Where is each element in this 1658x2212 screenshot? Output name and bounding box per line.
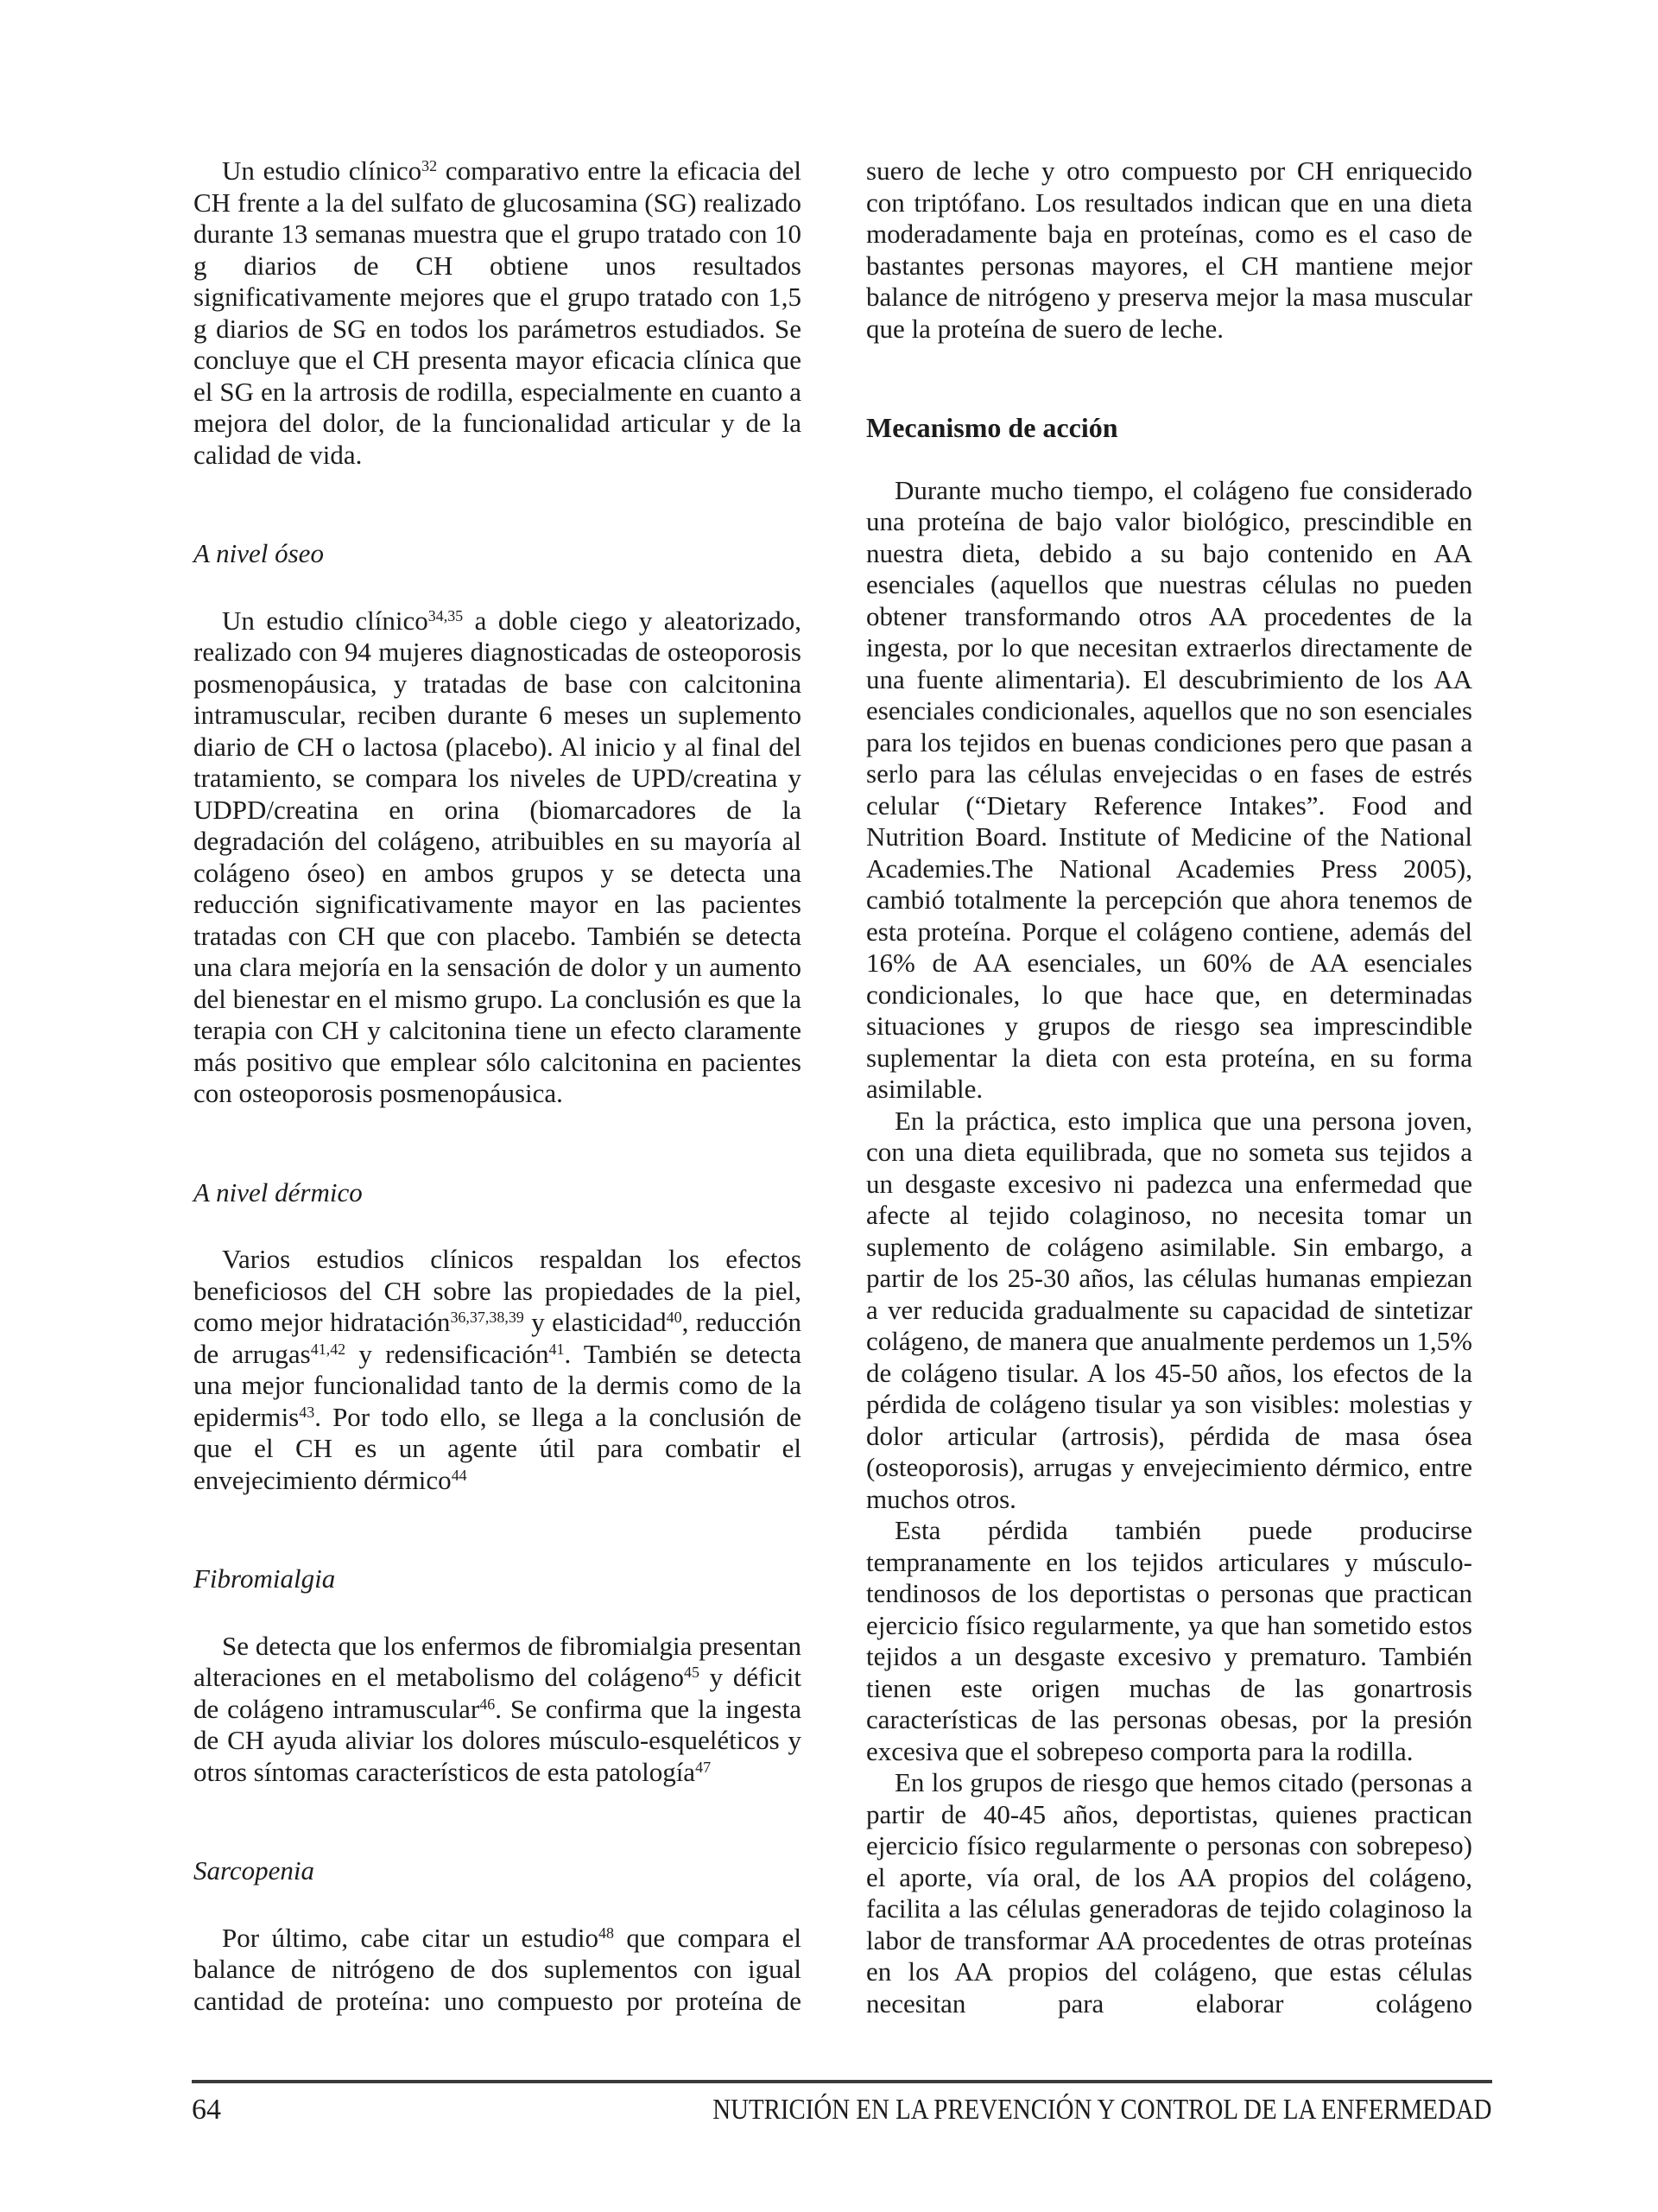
footnote-reference: 36,37,38,39: [450, 1309, 524, 1327]
body-paragraph: Esta pérdida también puede producirse tempranamente en los tejidos articulares y músculo-tendinosos de los deportistas o personas que practican ejercicio físico regularmente, ya que han sometido estos tejidos a un desgaste excesivo y prematuro. También tienen este origen muchas de las gonartrosis características de las personas obesas, por la presión excesiva que el sobrepeso comporta para la rodilla.: [866, 1515, 1472, 1766]
body-paragraph: En la práctica, esto implica que una persona joven, con una dieta equilibrada, que no someta sus tejidos a un desgaste excesivo ni padezca una enfermedad que afecte al tejido colaginoso, no necesita tomar un suplemento de colágeno asimilable. Sin embargo, a partir de los 25-30 años, las células humanas empiezan a ver reducida gradualmente su capacidad de sintetizar colágeno, de manera que anualmente perdemos un 1,5% de colágeno tisular. A los 45-50 años, los efectos de la pérdida de colágeno tisular ya son visibles: molestias y dolor articular (artrosis), pérdida de masa ósea (osteoporosis), arrugas y envejecimiento dérmico, entre muchos otros.: [866, 1105, 1472, 1514]
page-number: 64: [192, 2094, 221, 2126]
body-paragraph: suero de leche y otro compuesto por CH enriquecido con triptófano. Los resultados indican que en una dieta moderadamente baja en proteínas, como es el caso de bastantes personas mayores, el CH mantiene mejor balance de nitrógeno y preserva mejor la masa muscular que la proteína de suero de leche.: [866, 155, 1472, 344]
body-paragraph: Un estudio clínico$^{32}$ comparativo entre la eficacia del CH frente a la del sulfato de glucosamina (SG) realizado durante 13 semanas muestra que el grupo tratado con 10 g diarios de CH obtiene unos resultados significativamente mejores que el grupo tratado con 1,5 g diarios de SG en todos los parámetros estudiados. Se concluye que el CH presenta mayor eficacia clínica que el SG en la artrosis de rodilla, especialmente en cuanto a mejora del dolor, de la funcionalidad articular y de la calidad de vida.: [193, 155, 802, 470]
footnote-reference: 48: [598, 1924, 615, 1942]
section-heading: Sarcopenia: [193, 1855, 315, 1886]
page-footer: [192, 2080, 1492, 2126]
footnote-reference: 34,35: [427, 606, 464, 624]
footnote-reference: 45: [683, 1664, 699, 1682]
footnote-reference: 47: [695, 1758, 712, 1776]
footnote-reference: 41: [548, 1340, 565, 1358]
footnote-reference: 41,42: [310, 1340, 346, 1358]
body-paragraph: Se detecta que los enfermos de fibromialgia presentan alteraciones en el metabolismo del colágeno$^{45}$ y déficit de colágeno intramuscular$^{46}$. Se confirma que la ingesta de CH ayuda aliviar los dolores músculo-esqueléticos y otros síntomas característicos de esta patología$^{47}$: [193, 1630, 801, 1787]
footnote-reference: 46: [479, 1695, 496, 1713]
section-heading: Fibromialgia: [193, 1563, 336, 1594]
left-column: [193, 155, 801, 2017]
running-title: NUTRICIÓN EN LA PREVENCIÓN Y CONTROL DE LA ENFERMEDAD: [712, 2094, 1492, 2126]
footnote-reference: 40: [666, 1309, 682, 1327]
section-heading: Mecanismo de acción: [866, 412, 1118, 443]
footnote-reference: 44: [451, 1466, 467, 1484]
body-paragraph: Por último, cabe citar un estudio$^{48}$ que compara el balance de nitrógeno de dos suplementos con igual cantidad de proteína: uno compuesto por proteína de: [193, 1922, 801, 2016]
body-paragraph: En los grupos de riesgo que hemos citado (personas a partir de 40-45 años, deportistas, quienes practican ejercicio físico regularmente o personas con sobrepeso) el aporte, vía oral, de los AA propios del colágeno, facilita a las células generadoras de tejido colaginoso la labor de transformar AA procedentes de otras proteínas en los AA propios del colágeno, que estas células necesitan para elaborar colágeno: [866, 1767, 1472, 2019]
body-paragraph: Un estudio clínico$^{34,35}$ a doble ciego y aleatorizado, realizado con 94 mujeres diagnosticadas de osteoporosis posmenopáusica, y tratadas de base con calcitonina intramuscular, reciben durante 6 meses un suplemento diario de CH o lactosa (placebo). Al inicio y al final del tratamiento, se compara los niveles de UPD/creatina y UDPD/creatina en orina (biomarcadores de la degradación del colágeno, atribuibles en su mayoría al colágeno óseo) en ambos grupos y se detecta una reducción significativamente mayor en las pacientes tratadas con CH que con placebo. También se detecta una clara mejoría en la sensación de dolor y un aumento del bienestar en el mismo grupo. La conclusión es que la terapia con CH y calcitonina tiene un efecto claramente más positivo que emplear sólo calcitonina en pacientes con osteoporosis posmenopáusica.: [193, 605, 801, 1108]
footnote-reference: 43: [299, 1403, 315, 1421]
body-paragraph: Durante mucho tiempo, el colágeno fue considerado una proteína de bajo valor biológico, prescindible en nuestra dieta, debido a su bajo contenido en AA esenciales (aquellos que nuestras células no pueden obtener transformando otros AA procedentes de la ingesta, por lo que necesitan extraerlos directamente de una fuente alimentaria). El descubrimiento de los AA esenciales condicionales, aquellos que no son esenciales para los tejidos en buenas condiciones pero que pasan a serlo para las células envejecidas o en fases de estrés celular (“Dietary Reference Intakes”. Food and Nutrition Board. Institute of Medicine of the National Academies.The National Academies Press 2005), cambió totalmente la percepción que ahora tenemos de esta proteína. Porque el colágeno contiene, además del 16% de AA esenciales, un 60% de AA esenciales condicionales, lo que hace que, en determinadas situaciones y grupos de riesgo sea imprescindible suplementar la dieta con esta proteína, en su forma asimilable.: [866, 474, 1472, 1104]
footnote-reference: 32: [421, 157, 438, 175]
body-paragraph: Varios estudios clínicos respaldan los efectos beneficiosos del CH sobre las propiedades de la piel, como mejor hidratación$^{36,37,38,39}$ y elasticidad$^{40}$, reducción de arrugas$^{41,42}$ y redensificación$^{41}$. También se detecta una mejor funcionalidad tanto de la dermis como de la epidermis$^{43}$. Por todo ello, se llega a la conclusión de que el CH es un agente útil para combatir el envejecimiento dérmico$^{44}$: [193, 1244, 801, 1495]
section-heading: A nivel óseo: [193, 538, 324, 568]
right-column: [866, 155, 1472, 2019]
section-heading: A nivel dérmico: [193, 1176, 363, 1207]
